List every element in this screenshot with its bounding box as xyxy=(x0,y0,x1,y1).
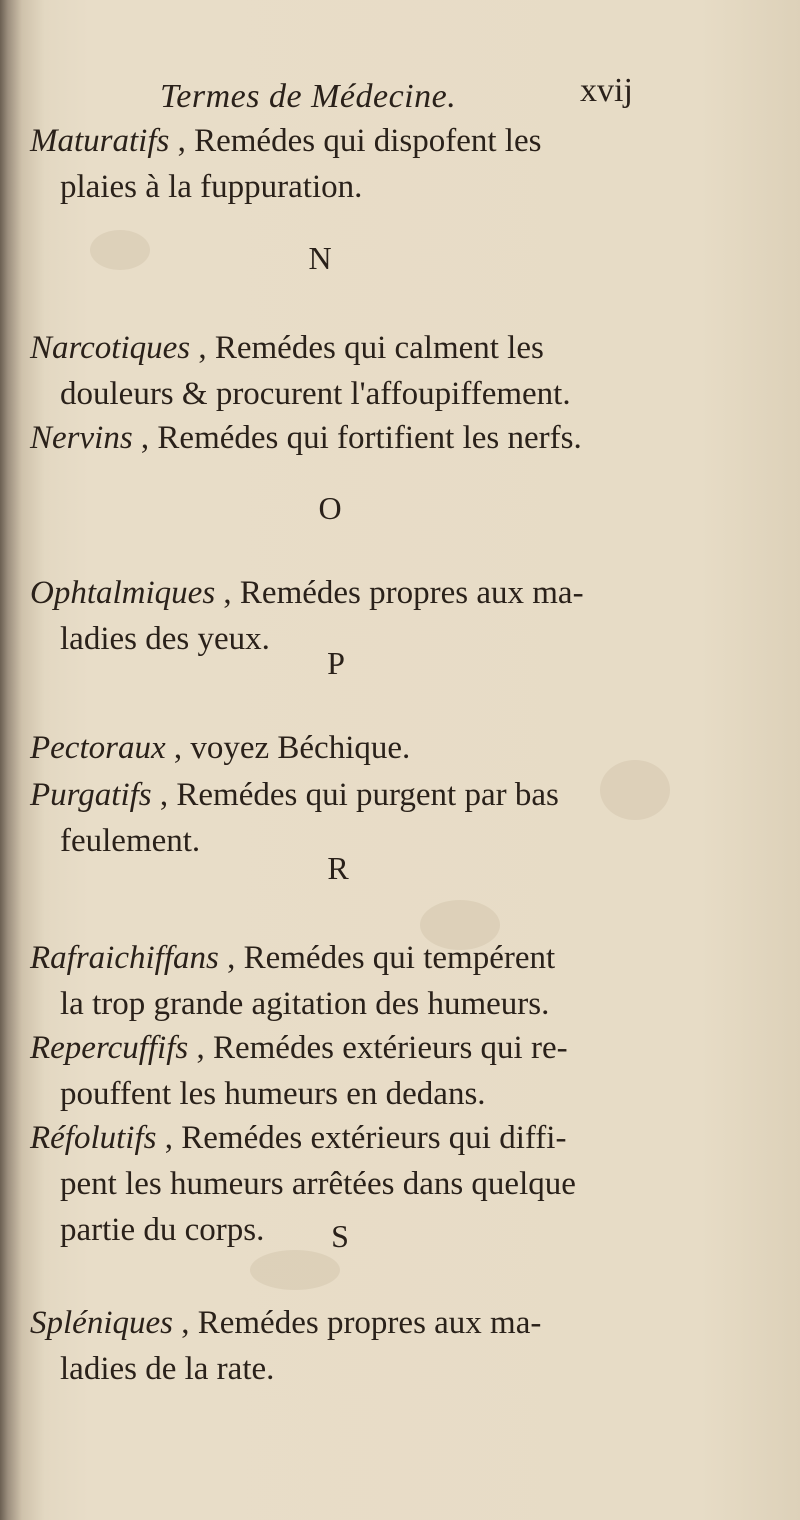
entry-text-line: voyez Béchique. xyxy=(190,730,411,766)
entry-text-line: pent les humeurs arrêtées dans quelque xyxy=(60,1166,576,1202)
entry-text-line: partie du corps. xyxy=(60,1212,265,1248)
entry-separator: , xyxy=(169,123,195,159)
entry-text-line: pouffent les humeurs en dedans. xyxy=(60,1076,486,1112)
entry-nervins xyxy=(30,415,770,461)
entry-text-line: ladies des yeux. xyxy=(60,621,270,657)
entry-term: Maturatifs xyxy=(30,123,170,159)
section-letter-o: O xyxy=(318,490,342,526)
entry-text-line: Remédes qui purgent par bas xyxy=(176,777,559,813)
entry-text-line: Remédes extérieurs qui diffi- xyxy=(181,1120,567,1156)
section-letter-s: S xyxy=(331,1218,349,1254)
entry-term: Pectoraux xyxy=(30,730,166,766)
entry-term: Rafraichiffans xyxy=(30,940,219,976)
entry-text-line: feulement. xyxy=(60,823,201,859)
entry-text-line: Remédes qui calment les xyxy=(214,330,544,366)
entry-term: Nervins xyxy=(30,420,133,456)
entry-maturatifs xyxy=(30,118,770,210)
entry-text-line: Remédes qui tempérent xyxy=(243,940,556,976)
entry-text-line: Remédes propres aux ma- xyxy=(239,575,584,611)
entry-text-line: Remédes propres aux ma- xyxy=(197,1305,542,1341)
entry-purgatifs xyxy=(30,772,770,864)
entry-text-line: douleurs & procurent l'affoupiffement. xyxy=(60,376,571,412)
entry-separator: , xyxy=(190,330,215,366)
entry-repercuffifs xyxy=(30,1025,770,1117)
entry-term: Ophtalmiques xyxy=(30,575,216,611)
entry-text-line: la trop grande agitation des humeurs. xyxy=(60,986,550,1022)
entry-text-line: Remédes qui fortifient les nerfs. xyxy=(157,420,582,456)
entry-refolutifs xyxy=(30,1115,770,1253)
entry-term: Narcotiques xyxy=(30,330,191,366)
page-number: xvij xyxy=(580,72,633,109)
entry-text-line: plaies à la fuppuration. xyxy=(60,169,363,205)
entry-term: Repercuffifs xyxy=(30,1030,189,1066)
entry-separator: , xyxy=(165,730,191,766)
entry-term: Purgatifs xyxy=(30,777,152,813)
entry-pectoraux xyxy=(30,725,770,771)
entry-separator: , xyxy=(218,940,244,976)
section-letter-n: N xyxy=(308,240,332,276)
section-letter-r: R xyxy=(327,850,349,886)
entry-term: Réfolutifs xyxy=(30,1120,157,1156)
entry-spleniques xyxy=(30,1300,770,1392)
entry-separator: , xyxy=(188,1030,213,1066)
entry-text-line: ladies de la rate. xyxy=(60,1351,275,1387)
entry-separator: , xyxy=(151,777,177,813)
entry-separator: , xyxy=(156,1120,182,1156)
entry-separator: , xyxy=(172,1305,198,1341)
entry-narcotiques xyxy=(30,325,770,417)
entry-separator: , xyxy=(215,575,240,611)
entry-text-line: Remédes qui dispofent les xyxy=(194,123,542,159)
entry-ophtalmiques xyxy=(30,570,770,662)
entry-separator: , xyxy=(132,420,158,456)
entry-rafraichiffans xyxy=(30,935,770,1027)
section-letter-p: P xyxy=(327,645,345,681)
entry-term: Spléniques xyxy=(30,1305,173,1341)
page-header-title: Termes de Médecine. xyxy=(160,78,457,115)
entry-text-line: Remédes extérieurs qui re- xyxy=(212,1030,568,1066)
